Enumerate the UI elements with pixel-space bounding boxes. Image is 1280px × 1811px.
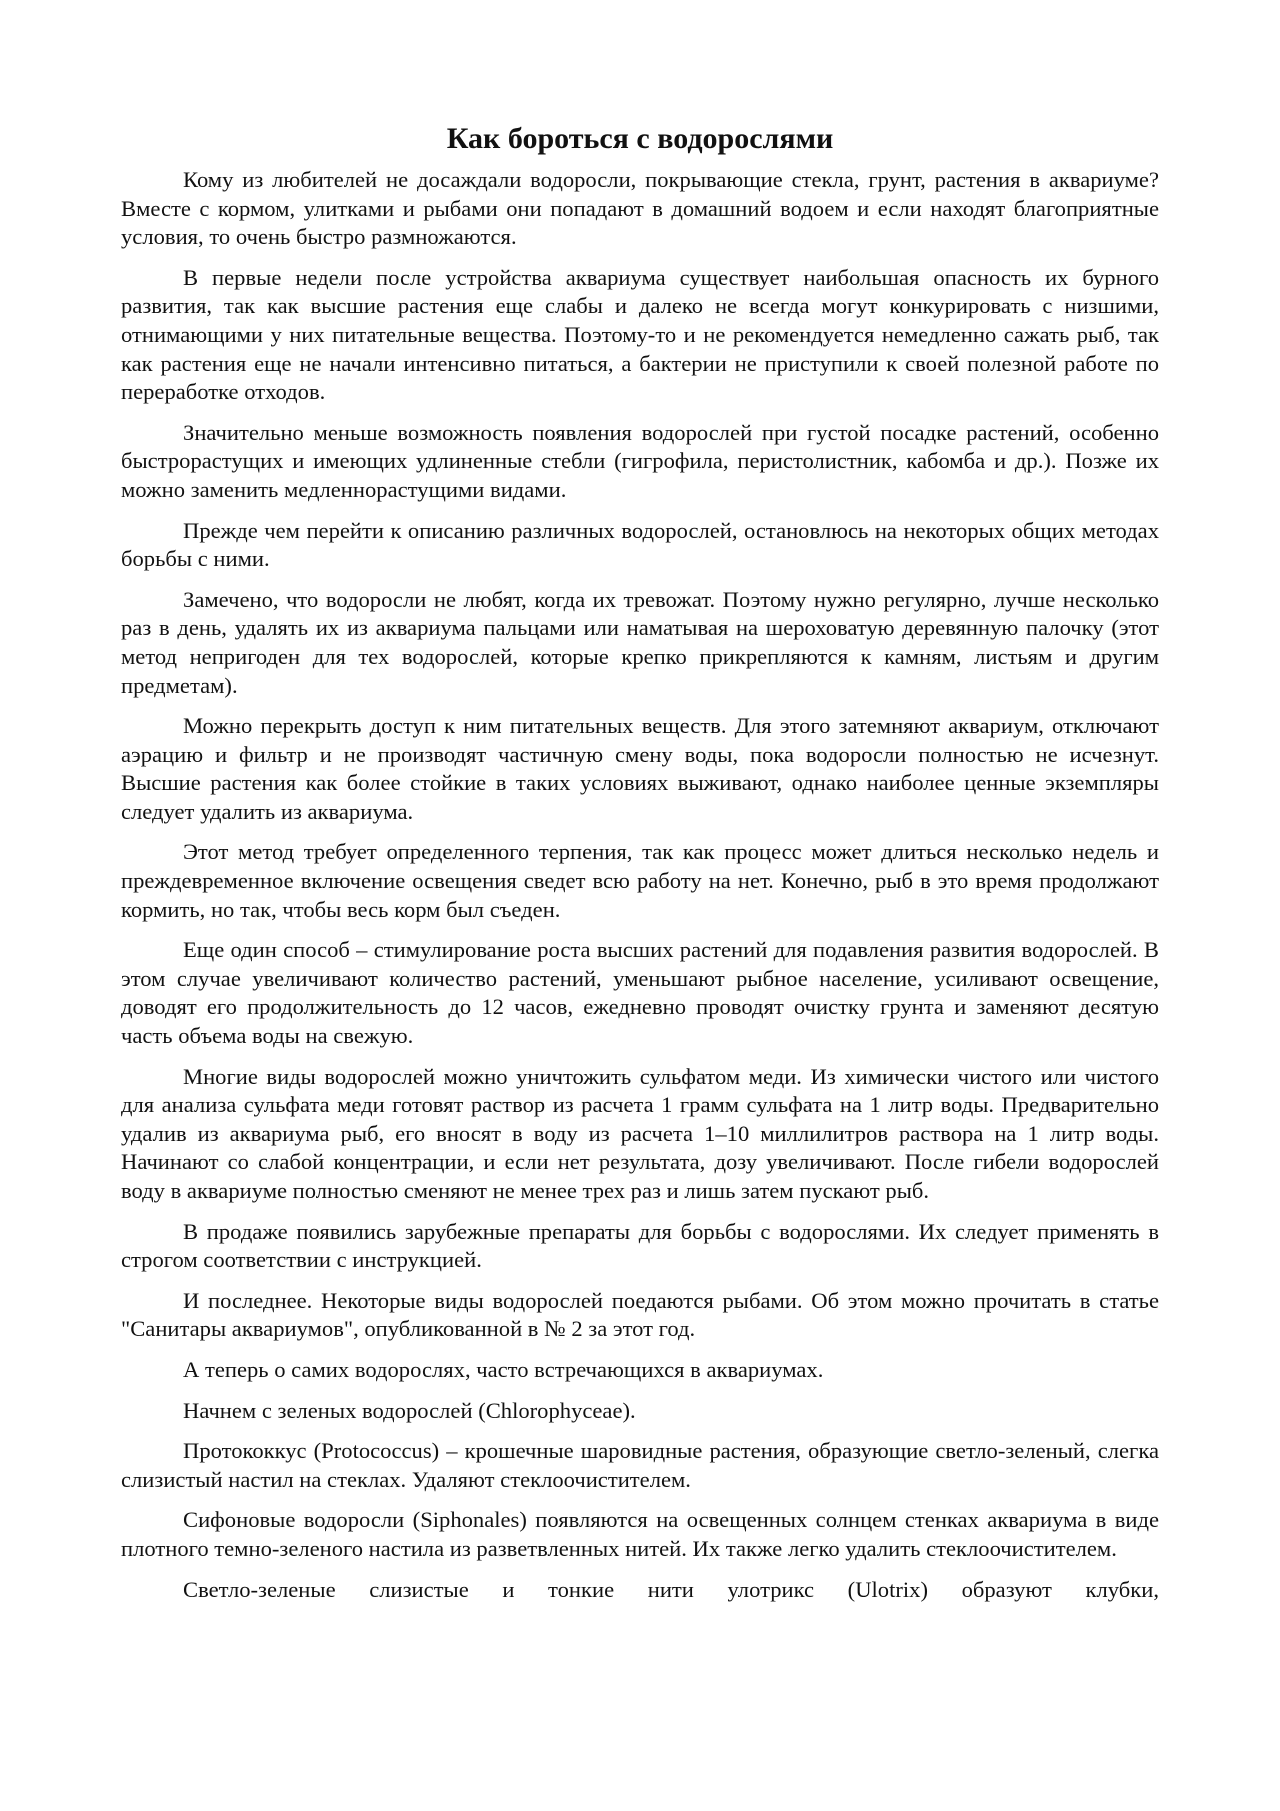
paragraph: Значительно меньше возможность появления водорослей при густой посадке растений, особенно быстрорастущих и имеющих удлиненные стебли (гигрофила, перистолистник, кабомба и др.). Позже их можно заменить медленнорастущими видами. (121, 419, 1159, 502)
paragraph: В продаже появились зарубежные препараты для борьбы с водорослями. Их следует применять в строгом соответствии с инструкцией. (121, 1218, 1159, 1273)
paragraph: А теперь о самих водорослях, часто встречающихся в аквариумах. (183, 1356, 824, 1382)
page-title: Как бороться с водорослями (446, 122, 834, 155)
paragraph: Многие виды водорослей можно уничтожить сульфатом меди. Из химически чистого или чистого для анализа сульфата меди готовят раствор из расчета 1 грамм сульфата на 1 литр воды. Предварительно удалив из аквариума рыб, его вносят в воду из расчета 1–10 миллилитров раствора на 1 литр воды. Начинают со слабой концентрации, и если нет результата, дозу увеличивают. После гибели водорослей воду в аквариуме полностью сменяют не менее трех раз и лишь затем пускают рыб. (121, 1063, 1159, 1203)
paragraph: Можно перекрыть доступ к ним питательных веществ. Для этого затемняют аквариум, отключают аэрацию и фильтр и не производят частичную смену воды, пока водоросли полностью не исчезнут. Высшие растения как более стойкие в таких условиях выживают, однако наиболее ценные экземпляры следует удалить из аквариума. (121, 713, 1159, 824)
paragraph: И последнее. Некоторые виды водорослей поедаются рыбами. Об этом можно прочитать в статье "Санитары аквариумов", опубликованной в № 2 за этот год. (121, 1287, 1159, 1342)
paragraph: Светло-зеленые слизистые и тонкие нити улотрикс (Ulotrix) образуют клубки, (183, 1576, 1159, 1602)
paragraph: Сифоновые водоросли (Siphonales) появляются на освещенных солнцем стенках аквариума в виде плотного темно-зеленого настила из разветвленных нитей. Их также легко удалить стеклоочистителем. (121, 1507, 1159, 1561)
paragraph: Протококкус (Protococcus) – крошечные шаровидные растения, образующие светло-зеленый, слегка слизистый настил на стеклах. Удаляют стеклоочистителем. (121, 1438, 1159, 1492)
paragraph: Этот метод требует определенного терпения, так как процесс может длиться несколько недель и преждевременное включение освещения сведет всю работу на нет. Конечно, рыб в это время продолжают кормить, но так, чтобы весь корм был съеден. (121, 839, 1159, 922)
paragraph: Замечено, что водоросли не любят, когда их тревожат. Поэтому нужно регулярно, лучше несколько раз в день, удалять их из аквариума пальцами или наматывая на шероховатую деревянную палочку (этот метод непригоден для тех водорослей, которые крепко прикрепляются к камням, листьям и другим предметам). (121, 586, 1159, 698)
paragraph: Еще один способ – стимулирование роста высших растений для подавления развития водорослей. В этом случае увеличивают количество растений, уменьшают рыбное население, усиливают освещение, доводят его продолжительность до 12 часов, ежедневно проводят очистку грунта и заменяют десятую часть объема воды на свежую. (121, 937, 1159, 1049)
paragraph: Прежде чем перейти к описанию различных водорослей, остановлюсь на некоторых общих методах борьбы с ними. (121, 517, 1159, 572)
paragraph: Кому из любителей не досаждали водоросли, покрывающие стекла, грунт, растения в аквариуме? Вместе с кормом, улитками и рыбами они попадают в домашний водоем и если находят благоприятные условия, то очень быстро размножаются. (121, 167, 1159, 250)
paragraph: Начнем с зеленых водорослей (Chlorophyceae). (183, 1397, 636, 1423)
paragraph: В первые недели после устройства аквариума существует наибольшая опасность их бурного развития, так как высшие растения еще слабы и далеко не всегда могут конкурировать с низшими, отнимающими у них питательные вещества. Поэтому-то и не рекомендуется немедленно сажать рыб, так как растения еще не начали интенсивно питаться, а бактерии не приступили к своей полезной работе по переработке отходов. (121, 264, 1159, 405)
document-page (121, 118, 1159, 1605)
